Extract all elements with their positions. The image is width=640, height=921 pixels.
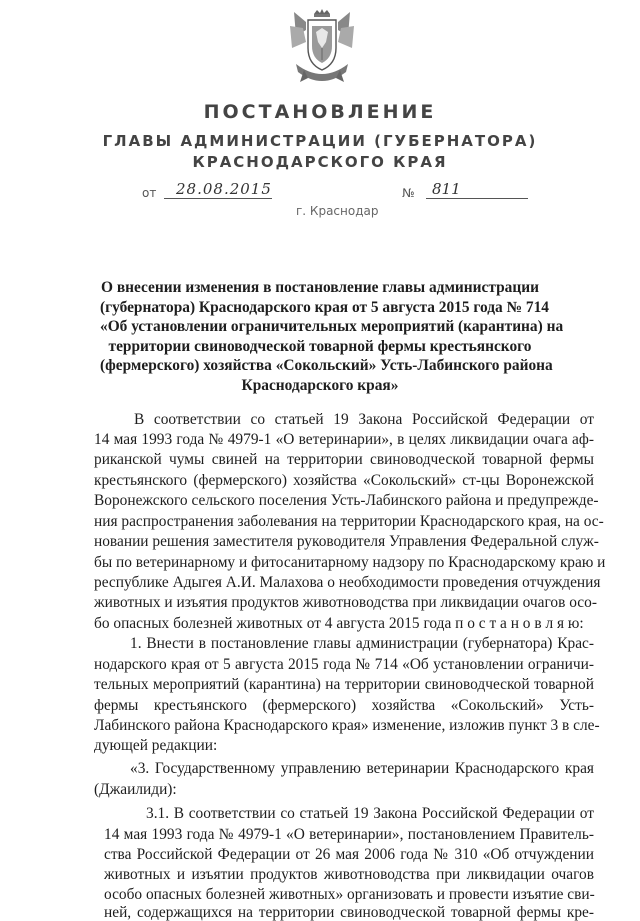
body-line: ния распространения заболевания на территории Краснодарского края, на ос-	[94, 513, 604, 530]
body-line: новании решения заместителя руководителя Управления Федеральной служ-	[94, 533, 599, 550]
body-line: Воронежского сельского поселения Усть-Лабинского района и предупрежде-	[94, 492, 599, 509]
title-line: О внесении изменения в постановление главы администрации	[101, 279, 539, 296]
body-line: тельных мероприятий (карантина) на территории свиноводческой товарной	[94, 676, 594, 693]
coat-of-arms-emblem	[284, 8, 360, 90]
body-line: 14 мая 1993 года № 4979-1 «О ветеринарии», постановлением Правитель-	[104, 826, 594, 843]
issuer-heading: ГЛАВЫ АДМИНИСТРАЦИИ (ГУБЕРНАТОРА)	[102, 132, 538, 150]
body-line: нодарского края от 5 августа 2015 года № 714 «Об установлении ограничи-	[94, 656, 594, 673]
body-line: риканской чумы свиней на территории свиноводческой товарной фермы	[94, 451, 594, 468]
body-line: Лабинского района Краснодарского края» изменение, изложив пункт 3 в сле-	[94, 717, 600, 734]
body-line: ней, содержащихся на территории свиноводческой товарной фермы кре-	[104, 904, 594, 921]
body-line: особо опасных болезней животных» организовать и провести изъятие сви-	[104, 886, 595, 903]
body-line: (Джаилиди):	[94, 781, 177, 798]
body-line: бо опасных болезней животных от 4 августа 2015 года п о с т а н о в л я ю:	[94, 615, 584, 632]
body-line: «3. Государственному управлению ветеринарии Краснодарского края	[130, 760, 594, 777]
body-line: животных и изъятии продуктов животноводства при ликвидации очагов	[104, 866, 594, 883]
date-value: 28.08.2015	[176, 180, 272, 198]
number-underline	[426, 198, 528, 199]
date-label: от	[142, 186, 157, 200]
title-line: территории свиноводческой товарной фермы крестьянского	[108, 337, 532, 355]
body-line: крестьянского (фермерского) хозяйства «Сокольский» ст-цы Воронежской	[94, 472, 594, 489]
title-line: «Об установлении ограничительных мероприятий (карантина) на	[100, 318, 564, 336]
body-line: 3.1. В соответствии со статьей 19 Закона Российской Федерации от	[146, 805, 594, 822]
body-line: бы по ветеринарному и фитосанитарному надзору по Краснодарскому краю и	[94, 554, 606, 571]
title-line: Краснодарского края»	[241, 376, 399, 394]
title-line: (губернатора) Краснодарского края от 5 августа 2015 года № 714	[100, 298, 549, 316]
body-line: республике Адыгея А.И. Малахова о необходимости проведения отчуждения	[94, 574, 601, 591]
body-line: фермы крестьянского (фермерского) хозяйства «Сокольский» Усть-	[94, 697, 594, 714]
number-value: 811	[432, 180, 461, 198]
city-label: г. Краснодар	[296, 204, 379, 218]
body-line: дующей редакции:	[94, 737, 218, 754]
document-type-heading: ПОСТАНОВЛЕНИЕ	[203, 101, 437, 123]
number-label: №	[402, 186, 415, 200]
title-line: (фермерского) хозяйства «Сокольский» Усть-Лабинского района	[100, 357, 553, 375]
body-line: В соответствии со статьей 19 Закона Российской Федерации от	[134, 411, 594, 428]
date-underline	[164, 198, 272, 199]
resolution-title	[100, 278, 564, 396]
body-line: 14 мая 1993 года № 4979-1 «О ветеринарии», в целях ликвидации очага аф-	[94, 431, 594, 448]
body-line: ства Российской Федерации от 26 мая 2006 года № 310 «Об отчуждении	[104, 846, 594, 863]
body-line: 1. Внести в постановление главы администрации (губернатора) Крас-	[130, 635, 594, 652]
body-line: животных и изъятия продуктов животноводства при ликвидации очагов осо-	[94, 594, 597, 611]
region-heading: КРАСНОДАРСКОГО КРАЯ	[192, 153, 448, 171]
